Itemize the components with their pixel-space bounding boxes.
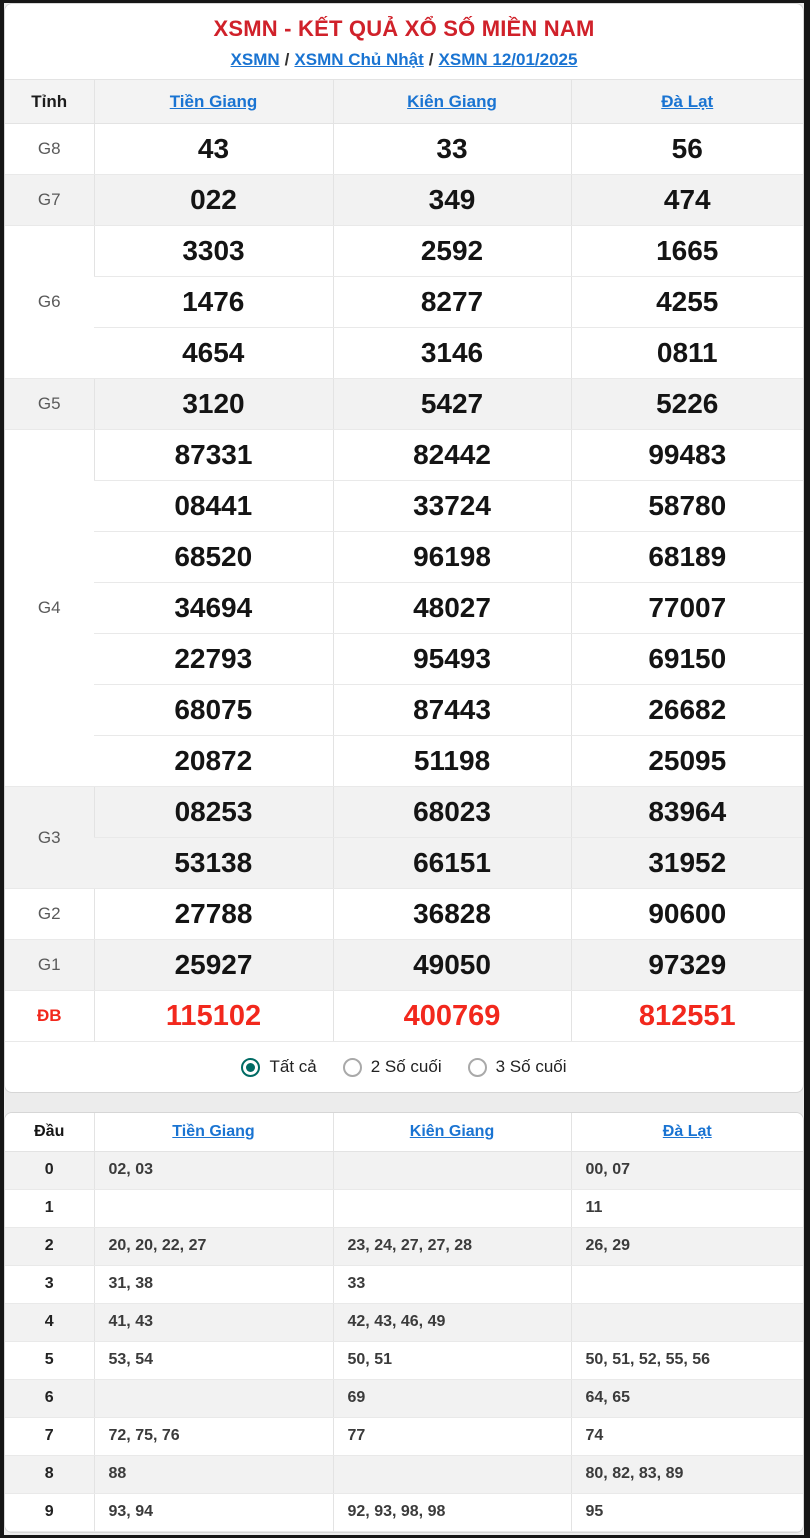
tail-row (5, 1227, 803, 1265)
prize-number: 49050 (333, 940, 571, 991)
prize-number: 25927 (94, 940, 333, 991)
tail-digit: 9 (5, 1493, 94, 1531)
prize-number: 33724 (333, 481, 571, 532)
tail-values: 64, 65 (571, 1379, 803, 1417)
province-header (333, 80, 571, 124)
prize-row (5, 889, 803, 940)
province-link[interactable]: Tiền Giang (172, 1122, 255, 1140)
prize-number: 8277 (333, 277, 571, 328)
prize-row (5, 124, 803, 175)
prize-number: 349 (333, 175, 571, 226)
tail-values: 11 (571, 1189, 803, 1227)
prize-number: 68520 (94, 532, 333, 583)
tail-row (5, 1493, 803, 1531)
results-table (5, 79, 803, 1042)
filter-option[interactable] (241, 1057, 316, 1077)
prize-number: 08441 (94, 481, 333, 532)
prize-number: 26682 (571, 685, 803, 736)
prize-row (5, 175, 803, 226)
prize-number: 77007 (571, 583, 803, 634)
tail-values (571, 1303, 803, 1341)
breadcrumb-link[interactable]: XSMN Chủ Nhật (294, 50, 424, 69)
tails-card (4, 1112, 804, 1533)
prize-row (5, 226, 803, 277)
radio-icon[interactable] (468, 1058, 487, 1077)
prize-number: 99483 (571, 430, 803, 481)
province-header (94, 80, 333, 124)
prize-number: 96198 (333, 532, 571, 583)
prize-row (5, 379, 803, 430)
tail-values: 41, 43 (94, 1303, 333, 1341)
prize-number: 51198 (333, 736, 571, 787)
results-table-header-row (5, 80, 803, 124)
prize-number: 20872 (94, 736, 333, 787)
prize-number: 43 (94, 124, 333, 175)
tail-values: 50, 51 (333, 1341, 571, 1379)
prize-number: 812551 (571, 991, 803, 1042)
tail-values: 50, 51, 52, 55, 56 (571, 1341, 803, 1379)
tail-row (5, 1379, 803, 1417)
results-card (4, 3, 804, 1093)
filter-option-label: 3 Số cuối (495, 1057, 567, 1076)
prize-label: G2 (5, 889, 94, 940)
prize-number: 58780 (571, 481, 803, 532)
tail-digit: 3 (5, 1265, 94, 1303)
prize-number: 4255 (571, 277, 803, 328)
tails-table-header-row (5, 1113, 803, 1151)
tail-values: 02, 03 (94, 1151, 333, 1189)
tail-digit: 0 (5, 1151, 94, 1189)
last-digits-filter (5, 1042, 803, 1092)
radio-icon[interactable] (241, 1058, 260, 1077)
prize-number: 66151 (333, 838, 571, 889)
prize-number: 82442 (333, 430, 571, 481)
prize-number: 87331 (94, 430, 333, 481)
prize-row (5, 685, 803, 736)
prize-number: 400769 (333, 991, 571, 1042)
prize-number: 33 (333, 124, 571, 175)
prize-row (5, 328, 803, 379)
province-header (333, 1113, 571, 1151)
prize-row (5, 736, 803, 787)
province-header (571, 1113, 803, 1151)
tail-digit: 8 (5, 1455, 94, 1493)
prize-number: 3146 (333, 328, 571, 379)
tail-values: 88 (94, 1455, 333, 1493)
breadcrumb-link[interactable]: XSMN 12/01/2025 (438, 50, 578, 69)
prize-row (5, 787, 803, 838)
prize-number: 97329 (571, 940, 803, 991)
prize-row (5, 532, 803, 583)
prize-row (5, 940, 803, 991)
prize-number: 5226 (571, 379, 803, 430)
breadcrumb-separator: / (428, 50, 434, 69)
prize-number: 3120 (94, 379, 333, 430)
prize-number: 115102 (94, 991, 333, 1042)
province-link[interactable]: Đà Lạt (662, 1122, 712, 1140)
tail-values: 33 (333, 1265, 571, 1303)
prize-number: 08253 (94, 787, 333, 838)
prize-number: 87443 (333, 685, 571, 736)
page (4, 3, 804, 1535)
tails-table (5, 1113, 803, 1532)
tail-values: 77 (333, 1417, 571, 1455)
tail-row (5, 1417, 803, 1455)
prize-number: 48027 (333, 583, 571, 634)
tail-row (5, 1265, 803, 1303)
tail-values: 69 (333, 1379, 571, 1417)
tail-digit: 7 (5, 1417, 94, 1455)
tail-values: 72, 75, 76 (94, 1417, 333, 1455)
prize-number: 69150 (571, 634, 803, 685)
prize-number: 2592 (333, 226, 571, 277)
tail-values: 74 (571, 1417, 803, 1455)
prize-row (5, 430, 803, 481)
province-link[interactable]: Kiên Giang (409, 1122, 495, 1140)
breadcrumb-link[interactable]: XSMN (230, 50, 280, 69)
tail-values: 26, 29 (571, 1227, 803, 1265)
prize-number: 68189 (571, 532, 803, 583)
prize-row (5, 481, 803, 532)
prize-label: G1 (5, 940, 94, 991)
tail-values: 80, 82, 83, 89 (571, 1455, 803, 1493)
tail-values: 23, 24, 27, 27, 28 (333, 1227, 571, 1265)
prize-number: 5427 (333, 379, 571, 430)
tails-table-body (5, 1151, 803, 1531)
filter-option-label: Tất cả (269, 1057, 317, 1076)
prize-label: G6 (5, 226, 94, 379)
prize-number: 474 (571, 175, 803, 226)
prize-number: 22793 (94, 634, 333, 685)
results-table-body (5, 124, 803, 1042)
tail-row (5, 1303, 803, 1341)
filter-option-label: 2 Số cuối (370, 1057, 442, 1076)
tail-digit: 1 (5, 1189, 94, 1227)
radio-icon[interactable] (343, 1058, 362, 1077)
province-link[interactable]: Đà Lạt (661, 91, 714, 111)
cards-gap (4, 1093, 804, 1112)
prize-row (5, 838, 803, 889)
province-link[interactable]: Kiên Giang (407, 91, 497, 111)
province-link[interactable]: Tiền Giang (169, 91, 258, 111)
tail-digit: 5 (5, 1341, 94, 1379)
breadcrumb (15, 50, 793, 70)
prize-number: 022 (94, 175, 333, 226)
prize-number: 68023 (333, 787, 571, 838)
province-header (94, 1113, 333, 1151)
prize-number: 4654 (94, 328, 333, 379)
tail-row (5, 1151, 803, 1189)
prize-number: 90600 (571, 889, 803, 940)
prize-row (5, 991, 803, 1042)
prize-label: G4 (5, 430, 94, 787)
prize-number: 1665 (571, 226, 803, 277)
tail-digit: 6 (5, 1379, 94, 1417)
prize-number: 83964 (571, 787, 803, 838)
prize-number: 95493 (333, 634, 571, 685)
filter-option[interactable] (468, 1057, 567, 1077)
tail-values (571, 1265, 803, 1303)
prize-number: 56 (571, 124, 803, 175)
filter-option[interactable] (343, 1057, 442, 1077)
tail-values (94, 1189, 333, 1227)
tail-values: 20, 20, 22, 27 (94, 1227, 333, 1265)
prize-label: G7 (5, 175, 94, 226)
province-column-label: Tỉnh (5, 80, 94, 124)
digit-column-label: Đầu (5, 1113, 94, 1151)
tail-values: 42, 43, 46, 49 (333, 1303, 571, 1341)
prize-number: 27788 (94, 889, 333, 940)
prize-label: ĐB (5, 991, 94, 1042)
tail-values: 53, 54 (94, 1341, 333, 1379)
prize-row (5, 583, 803, 634)
prize-label: G3 (5, 787, 94, 889)
tail-values (94, 1379, 333, 1417)
prize-label: G5 (5, 379, 94, 430)
tail-values: 93, 94 (94, 1493, 333, 1531)
breadcrumb-separator: / (284, 50, 290, 69)
tail-row (5, 1189, 803, 1227)
prize-number: 25095 (571, 736, 803, 787)
prize-number: 36828 (333, 889, 571, 940)
page-title: XSMN - KẾT QUẢ XỔ SỐ MIỀN NAM (213, 16, 595, 41)
province-header (571, 80, 803, 124)
tail-values: 92, 93, 98, 98 (333, 1493, 571, 1531)
prize-number: 3303 (94, 226, 333, 277)
tail-values: 00, 07 (571, 1151, 803, 1189)
results-card-header (5, 4, 803, 79)
tail-digit: 2 (5, 1227, 94, 1265)
tail-values (333, 1189, 571, 1227)
tail-row (5, 1341, 803, 1379)
prize-number: 0811 (571, 328, 803, 379)
prize-number: 34694 (94, 583, 333, 634)
tail-values (333, 1151, 571, 1189)
prize-number: 68075 (94, 685, 333, 736)
prize-label: G8 (5, 124, 94, 175)
prize-number: 53138 (94, 838, 333, 889)
tail-values: 95 (571, 1493, 803, 1531)
tail-row (5, 1455, 803, 1493)
prize-number: 1476 (94, 277, 333, 328)
tail-digit: 4 (5, 1303, 94, 1341)
tail-values (333, 1455, 571, 1493)
prize-row (5, 277, 803, 328)
prize-row (5, 634, 803, 685)
tail-values: 31, 38 (94, 1265, 333, 1303)
prize-number: 31952 (571, 838, 803, 889)
